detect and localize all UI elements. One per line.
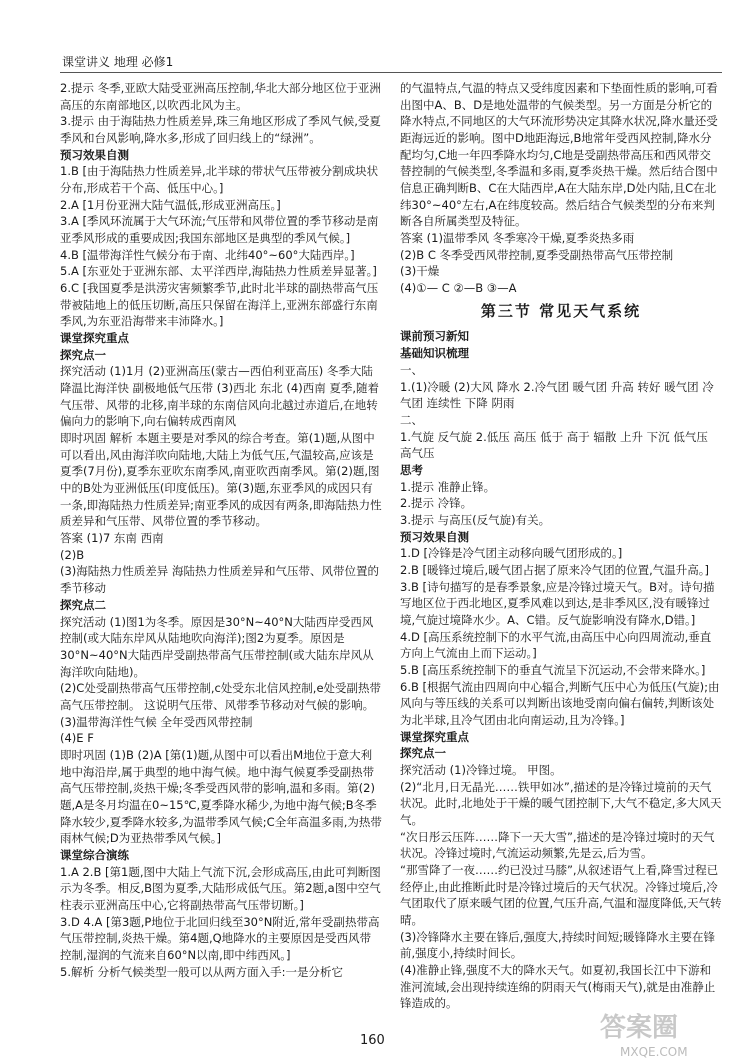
section-heading: 课堂探究重点: [400, 729, 469, 744]
paragraph: (2)B: [60, 547, 85, 562]
paragraph: 二、: [400, 412, 423, 427]
paragraph: 2.B [暖锋过境后,暖气团占据了原来冷气团的位置,气温升高。]: [400, 562, 710, 577]
section-heading: 预习效果自测: [400, 529, 469, 544]
paragraph: 探究活动 (1)图1为冬季。原因是30°N~40°N大陆西岸受西风控制(或大陆东岸风从陆地吹向海洋);图2为夏季。原因是30°N~40°N大陆西岸受副热带高气压带控制(或大陆东岸风从海洋吹向陆地)。: [60, 614, 374, 679]
paragraph: 的气温特点,气温的特点又受纬度因素和下垫面性质的影响,可看出图中A、B、D是地处温带的气候类型。另一方面是分析它的降水特点,不同地区的大气环流形势决定其降水状况,降水量还受距海远近的影响。图中D地距海远,B地常年受西风控制,降水分配均匀,C地一年四季降水均匀,C地是受副热带高压和西风带交替控制的气候类型,冬季温和多雨,夏季炎热干燥。然后结合图中信息正确判断B、C在大陆西岸,A在大陆东岸,D处内陆,且C在北纬30°~40°左右,A在纬度较高。然后结合气候类型的分布来判断各自所属类型及特征。: [400, 81, 718, 229]
paragraph: 3.B [诗句描写的是春季景象,应是冷锋过境天气。B对。诗句描写地区位于西北地区,夏季风难以到达,是非季风区,没有暖锋过境,气旋过境降水少。A、C错。反气旋影响没有降水,D错。]: [400, 579, 715, 627]
paragraph: “次日彤云压阵……降下一天大雪”,描述的是冷锋过境时的天气状况。冷锋过境时,气流运动频繁,先是云,后为雪。: [400, 829, 715, 861]
paragraph: 2.提示 冬季,亚欧大陆受亚洲高压控制,华北大部分地区位于亚洲高压的东南部地区,以吹西北风为主。: [60, 81, 381, 112]
paragraph: 2.提示 冷锋。: [400, 496, 473, 511]
section-heading: 课前预习新知: [400, 329, 469, 344]
paragraph: 5.A [东亚处于亚洲东部、太平洋西岸,海陆热力性质差异显著。]: [60, 264, 377, 279]
watermark-logo: 答案圈: [600, 1013, 679, 1043]
paragraph: (2)B C 冬季受西风带控制,夏季受副热带高气压带控制: [400, 247, 674, 262]
paragraph: 3.提示 由于海陆热力性质差异,珠三角地区形成了季风气候,受夏季风和台风影响,降水多,形成了回归线上的“绿洲”。: [60, 114, 381, 146]
paragraph: 一、: [400, 362, 423, 377]
paragraph: 1.提示 准静止锋。: [400, 479, 496, 494]
paragraph: 6.B [根据气流由四周向中心辐合,判断气压中心为低压(气旋);由风向与等压线的关系可以判断出该地受南向偏右偏转,判断该处为北半球,且冷气团由北向南运动,且为冷锋。]: [400, 679, 720, 727]
paragraph: 答案 (1)温带季风 冬季寒冷干燥,夏季炎热多雨: [400, 231, 635, 246]
paragraph: (4)①— C ②—B ③—A: [400, 281, 517, 296]
paragraph: “那雪降了一夜……约已没过马膝”,从叙述语气上看,降雪过程已经停止,由此推断此时是冷锋过境后的天气状况。冷锋过境后,冷气团取代了原来暖气团的位置,气压升高,气温和湿度降低,天气转晴。: [400, 862, 722, 927]
paragraph: (2)“北月,日无晶光……铁甲如冰”,描述的是冷锋过境前的天气状况。此时,北地处于干燥的暖气团控制下,大气不稳定,多大风天气。: [400, 779, 722, 827]
paragraph: (3)温带海洋性气候 全年受西风带控制: [60, 714, 253, 729]
page-header: 课堂讲义 地理 必修1: [62, 55, 174, 69]
paragraph: (2)C处受副热带高气压带控制,c处受东北信风控制,e处受副热带高气压带控制。 这说明气压带、风带季节移动对气候的影响。: [60, 681, 382, 712]
paragraph: 探究活动 (1)冷锋过境。 甲图。: [400, 762, 562, 777]
paragraph: 即时巩固 (1)B (2)A [第(1)题,从图中可以看出M地位于意大利地中海沿岸,属于典型的地中海气候。地中海气候夏季受副热带高气压带控制,炎热干燥;冬季受西风带的影响,温和多雨。第(2)题,A是冬月均温在0~15℃,夏季降水稀少,为地中海气候;B冬季降水较少,夏季降水较多,为温带季风气候;C全年高温多雨,为热带雨林气候;D为亚热带季风气候。]: [60, 747, 382, 846]
paragraph: 1.气旋 反气旋 2.低压 高压 低于 高于 辐散 上升 下沉 低气压 高气压: [400, 429, 708, 461]
section-heading: 探究点一: [60, 347, 106, 362]
paragraph: 1.D [冷锋是冷气团主动移向暖气团形成的。]: [400, 546, 623, 561]
section-heading: 基础知识梳理: [400, 346, 469, 361]
watermark-url: MXQE.COM: [620, 1045, 688, 1059]
section-heading: 探究点一: [400, 746, 446, 761]
right-column: [400, 80, 722, 1012]
section-heading: 探究点二: [60, 597, 106, 612]
paragraph: 即时巩固 解析 本题主要是对季风的综合考查。第(1)题,从图中可以看出,风由海洋吹向陆地,大陆上为低气压,气温较高,应该是夏季(7月份),夏季东亚吹东南季风,南亚吹西南季风。第(2)题,图中的B处为亚洲低压(印度低压)。第(3)题,东亚季风的成因只有一条,即海陆热力性质差异;南亚季风的成因有两条,即海陆热力性质差异和气压带、风带位置的季节移动。: [60, 431, 382, 529]
paragraph: 1.A 2.B [第1题,图中大陆上气流下沉,会形成高压,由此可判断图示为冬季。相反,B图为夏季,大陆形成低气压。第2题,a图中空气柱表示亚洲高压中心,它将副热带高气压带切断。]: [60, 864, 381, 912]
paragraph: 1.B [由于海陆热力性质差异,北半球的带状气压带被分割成块状分布,形成若干个高、低压中心。]: [60, 164, 379, 196]
paragraph: 3.提示 与高压(反气旋)有关。: [400, 512, 551, 527]
paragraph: 2.A [1月份亚洲大陆气温低,形成亚洲高压。]: [60, 197, 281, 212]
paragraph: 6.C [我国夏季是洪涝灾害频繁季节,此时北半球的副热带高气压带被陆地上的低压切断,高压只保留在海洋上,亚洲东部盛行东南季风,为东亚沿海带来丰沛降水。]: [60, 281, 379, 329]
paragraph: (4)E F: [60, 731, 94, 746]
paragraph: (4)准静止锋,强度不大的降水天气。如夏初,我国长江中下游和淮河流域,会出现持续连绵的阴雨天气(梅雨天气),就是由准静止锋造成的。: [400, 963, 716, 1011]
section-heading: 思考: [400, 462, 423, 477]
header-rule: [60, 72, 722, 73]
paragraph: 5.B [高压系统控制下的垂直气流呈下沉运动,不会带来降水。]: [400, 662, 706, 677]
paragraph: 1.(1)冷暖 (2)大风 降水 2.冷气团 暖气团 升高 转好 暖气团 冷气团 连续性 下降 阴雨: [400, 379, 714, 411]
paragraph: 4.D [高压系统控制下的水平气流,由高压中心向四周流动,垂直方向上气流由上而下运动。]: [400, 629, 712, 661]
paragraph: 答案 (1)7 东南 西南: [60, 531, 164, 546]
paragraph: 4.B [温带海洋性气候分布于南、北纬40°~60°大陆西岸。]: [60, 247, 355, 262]
paragraph: (3)干燥: [400, 264, 440, 279]
page-number: 160: [360, 1033, 385, 1048]
paragraph: 探究活动 (1)1月 (2)亚洲高压(蒙古—西伯利亚高压) 冬季大陆降温比海洋快 副极地低气压带 (3)西北 东北 (4)西南 夏季,随着气压带、风带的北移,南半球的东南信风向北越过赤道后,在地转偏向力的影响下,向右偏转成西南风: [60, 364, 380, 429]
paragraph: 3.D 4.A [第3题,P地位于北回归线至30°N附近,常年受副热带高气压带控制,炎热干燥。第4题,Q地降水的主要原因是受西风带控制,湿润的气流来自60°N以南,即中纬西风。]: [60, 914, 380, 962]
section-heading: 课堂探究重点: [60, 331, 129, 346]
section-heading: 课堂综合演练: [60, 847, 129, 862]
section-title: 第三节 常见天气系统: [480, 301, 642, 320]
paragraph: (3)海陆热力性质差异 海陆热力性质差异和气压带、风带位置的季节移动: [60, 564, 379, 596]
section-heading: 预习效果自测: [60, 147, 129, 162]
paragraph: 3.A [季风环流属于大气环流;气压带和风带位置的季节移动是南亚季风形成的重要成因;我国东部地区是典型的季风气候。]: [60, 214, 379, 246]
left-column: [60, 80, 382, 980]
paragraph: 5.解析 分析气候类型一般可以从两方面入手:一是分析它: [60, 964, 343, 979]
paragraph: (3)冷锋降水主要在锋后,强度大,持续时间短;暖锋降水主要在锋前,强度小,持续时间长。: [400, 929, 715, 961]
